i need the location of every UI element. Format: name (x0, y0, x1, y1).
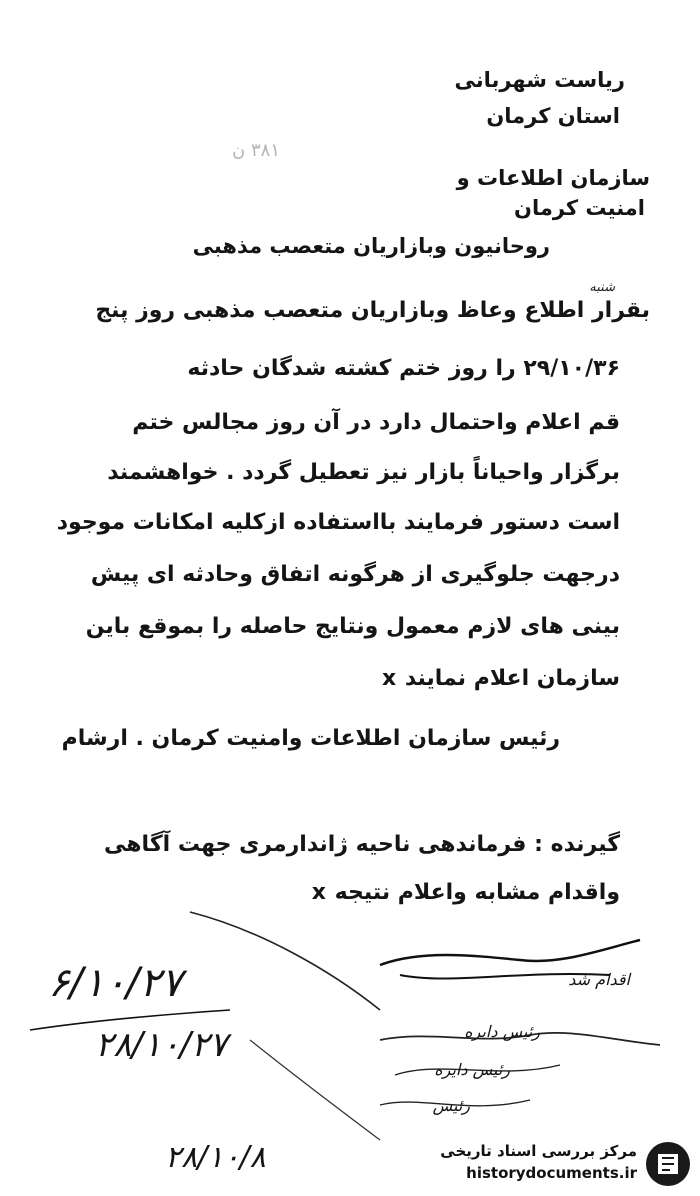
body-line-6: درجهت جلوگیری از هرگونه اتفاق وحادثه ای پیش (90, 562, 620, 587)
signature-scribble-1 (380, 940, 640, 965)
body-line-7: بینی های لازم معمول ونتایج حاصله را بموقع باین (85, 614, 620, 639)
body-line-5: است دستور فرمایند بااستفاده ازکلیه امکانات موجود (56, 510, 620, 535)
body-line-3: قم اعلام واحتمال دارد در آن روز مجالس ختم (132, 410, 620, 435)
header-police: ریاست شهربانی (454, 68, 625, 92)
header-province: استان کرمان (486, 104, 620, 128)
recipient-line-1: گیرنده : فرماندهی ناحیه ژاندارمری جهت آگاهی (104, 832, 620, 857)
handwritten-date-1: ۶/۱۰/۲۷ (48, 960, 183, 1006)
header-org-2: امنیت کرمان (514, 196, 645, 220)
recipient-line-2: واقدام مشابه واعلام نتیجه x (311, 880, 620, 905)
watermark-title: مرکز بررسی اسناد تاریخی (440, 1142, 637, 1160)
body-line-2: ۲۹/۱۰/۳۶ را روز ختم کشته شدگان حادثه (187, 356, 620, 381)
interlinear-note: شنبه (589, 280, 615, 295)
handwritten-date-3: ۲۸/۱۰/۸ (165, 1140, 266, 1175)
body-line-8: سازمان اعلام نمایند x (381, 666, 620, 691)
body-line-1: بقرار اطلاع وعاظ وبازاریان متعصب مذهبی روز پنج (95, 298, 650, 323)
curve-stroke (250, 1040, 380, 1140)
watermark (422, 1140, 692, 1190)
handwritten-note-4: رئیس (432, 1096, 470, 1115)
handwritten-note-2: رئیس دایره (464, 1022, 540, 1041)
subject-line: روحانیون وبازاریان متعصب مذهبی (192, 234, 550, 258)
signature-line: رئیس سازمان اطلاعات وامنیت کرمان . ارشام (61, 726, 560, 751)
handwritten-note-3: رئیس دایره (434, 1060, 510, 1079)
archive-logo-icon (644, 1140, 692, 1188)
body-line-4: برگزار واحیاناً بازار نیز تعطیل گردد . خواهشمند (107, 460, 620, 485)
header-org: سازمان اطلاعات و (456, 166, 650, 190)
diagonal-stroke (190, 912, 380, 1010)
handwritten-date-2: ۲۸/۱۰/۲۷ (95, 1025, 228, 1065)
faded-stamp: ۳۸۱ ن (232, 140, 280, 161)
handwritten-note-1: اقدام شد (568, 970, 630, 989)
watermark-url: historydocuments.ir (466, 1164, 637, 1182)
